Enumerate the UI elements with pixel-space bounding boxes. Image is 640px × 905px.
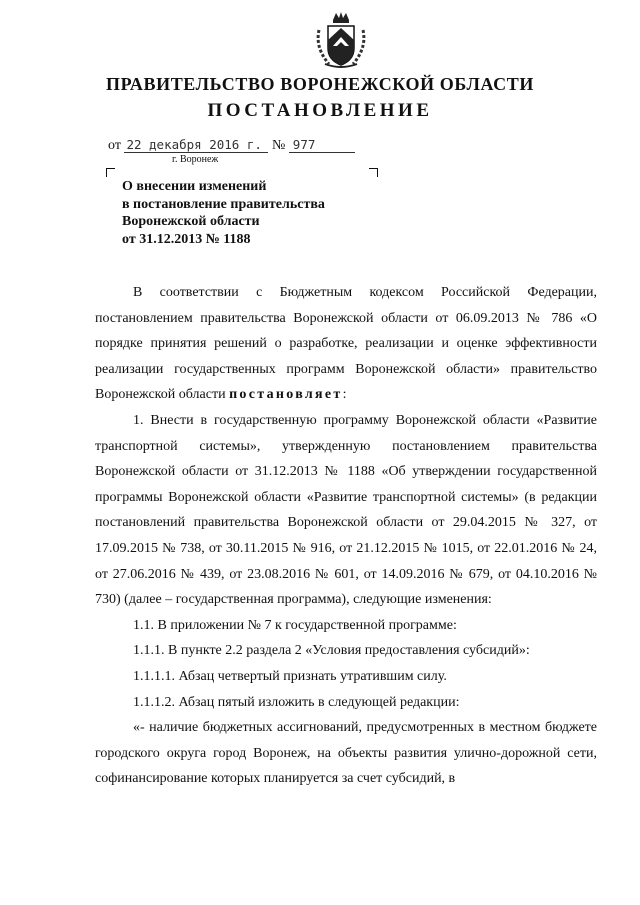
item-paragraph: 1.1. В приложении № 7 к государственной программе: (133, 617, 457, 633)
item-paragraph: 1.1.1. В пункте 2.2 раздела 2 «Условия предоставления субсидий»: (133, 643, 530, 659)
city-label: г. Воронеж (172, 154, 219, 165)
decree-keyword: постановляет (229, 387, 343, 403)
corner-bracket-left (106, 168, 115, 177)
item-paragraph: 1.1.1.2. Абзац пятый изложить в следующей редакции: (133, 694, 460, 710)
document-body (95, 280, 597, 792)
preamble-paragraph (95, 280, 597, 408)
number-label: № (271, 138, 286, 153)
document-date-number (108, 137, 355, 154)
preamble-text: В соответствии с Бюджетным кодексом Российской Федерации, постановлением правительства Воронежской области от 06.09.2013 № 786 «О порядке принятия решений о разработке, реализации и оценке эффективности реализации государственных программ Воронежской области» правительство Воронежской области (95, 285, 597, 403)
item-paragraph: «- наличие бюджетных ассигнований, предусмотренных в местном бюджете городского округа город Воронеж, на объекты развития улично-дорожной сети, софинансирование которых планируется за счет субсидий, в (95, 720, 597, 787)
document-type-title: ПОСТАНОВЛЕНИЕ (207, 100, 433, 121)
item-paragraph: 1.1.1.1. Абзац четвертый признать утратившим силу. (133, 668, 447, 684)
subject-line: в постановление правительства (122, 196, 325, 212)
item-paragraph: 1. Внести в государственную программу Воронежской области «Развитие транспортной системы», утвержденную постановлением правительства Воронежской области от 31.12.2013 № 1188 «Об утверждении государственной программы Воронежской области «Развитие транспортной системы» (в редакции постановлений правительства Воронежской области от 29.04.2015 № 327, от 17.09.2015 № 738, от 30.11.2015 № 916, от 21.12.2015 № 1015, от 22.01.2016 № 24, от 27.06.2016 № 439, от 23.08.2016 № 601, от 14.09.2016 № 679, от 04.10.2016 № 730) (далее – государственная программа), следующие изменения: (95, 412, 597, 608)
document-date: 22 декабря 2016 г. (124, 137, 268, 153)
corner-bracket-right (369, 168, 378, 177)
subject-line: от 31.12.2013 № 1188 (122, 231, 251, 247)
government-name: ПРАВИТЕЛЬСТВО ВОРОНЕЖСКОЙ ОБЛАСТИ (106, 74, 534, 94)
document-subject (122, 178, 382, 248)
subject-line: Воронежской области (122, 214, 260, 229)
subject-line: О внесении изменений (122, 179, 267, 194)
document-number: 977 (289, 137, 355, 153)
coat-of-arms-icon (311, 10, 371, 72)
from-label: от (108, 138, 121, 153)
preamble-end: : (342, 387, 347, 403)
